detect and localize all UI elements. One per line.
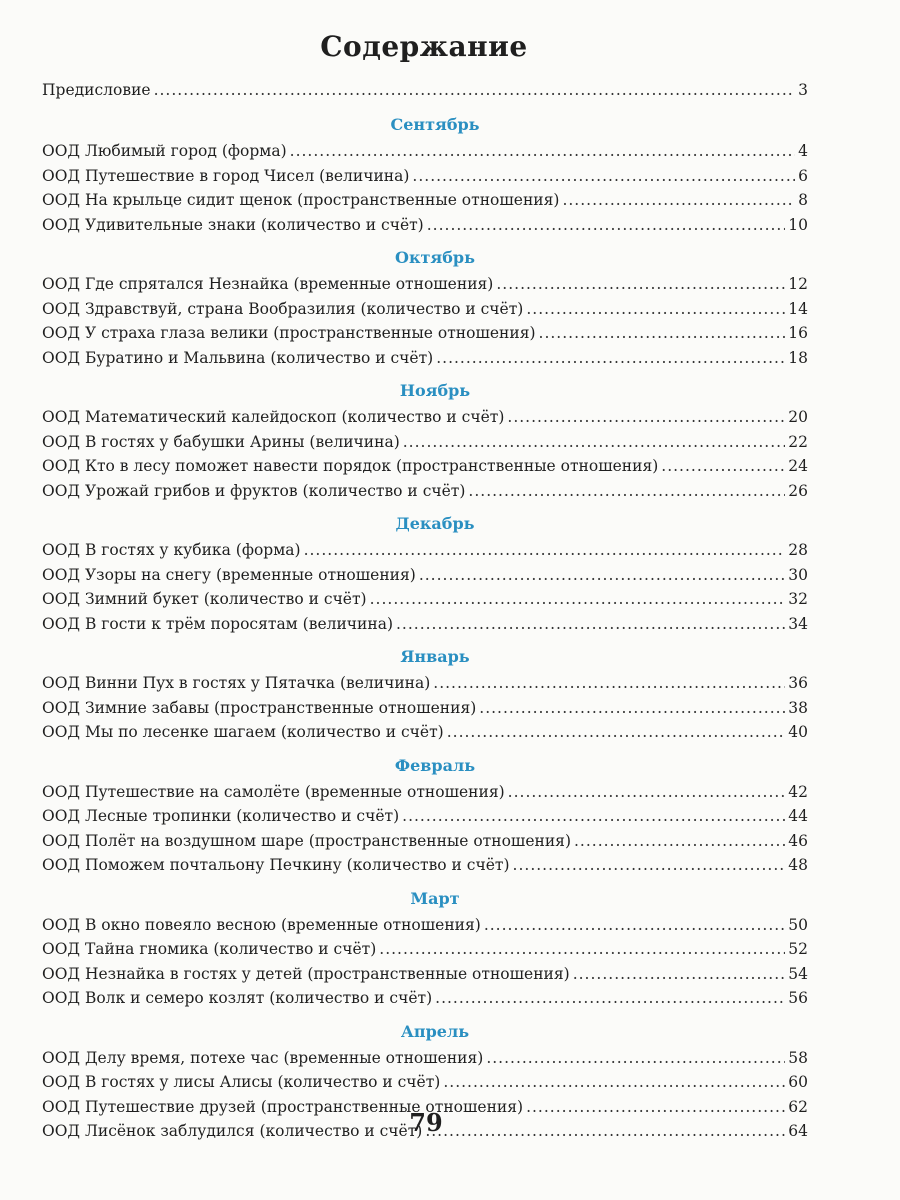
toc-entry-label: ООД Путешествие на самолёте (временные отношения) (42, 782, 505, 801)
toc-entry (42, 405, 808, 430)
dot-leader (436, 346, 785, 371)
toc-entry-label: ООД В гостях у кубика (форма) (42, 541, 301, 559)
toc-entry (42, 454, 808, 479)
toc-entry (42, 696, 808, 721)
toc-entry (42, 937, 808, 962)
toc-entry-label: ООД В гости к трём поросятам (величина) (42, 614, 393, 633)
toc-entry (42, 213, 808, 238)
dot-leader (435, 986, 785, 1011)
toc-entry-label: ООД Лисёнок заблудился (количество и счёт) (42, 1122, 423, 1140)
toc-entry-page: 3 (798, 81, 808, 99)
toc-entry-label: ООД Зимние забавы (пространственные отношения) (42, 698, 477, 717)
toc-entry (42, 1070, 808, 1095)
dot-leader (447, 720, 786, 745)
toc-entry-page: 48 (788, 856, 808, 874)
toc-entry-label: ООД Урожай грибов и фруктов (количество и счёт) (42, 481, 466, 500)
toc-entry (42, 853, 808, 878)
toc-entry-page: 6 (798, 166, 808, 185)
month-heading: Апрель (400, 1021, 470, 1041)
dot-leader (539, 321, 786, 346)
page-title: Содержание (320, 30, 528, 63)
toc-entry (42, 479, 808, 504)
toc-entry-label: ООД Волк и семеро козлят (количество и счёт) (42, 989, 433, 1007)
dot-leader (526, 297, 785, 322)
toc-entry (42, 829, 808, 854)
dot-leader (486, 1046, 785, 1071)
toc-entry (42, 913, 808, 938)
toc-entry-page: 24 (788, 457, 808, 475)
toc-entry-label: ООД Тайна гномика (количество и счёт) (42, 940, 377, 958)
dot-leader (419, 563, 785, 588)
toc-entry-page: 8 (798, 191, 808, 209)
toc-entry-page: 64 (788, 1122, 808, 1140)
toc-entry (42, 720, 808, 745)
toc-entry-label: Предисловие (42, 81, 151, 99)
toc-entry-page: 20 (788, 408, 808, 426)
dot-leader (427, 213, 786, 238)
toc-entry-page: 44 (788, 807, 808, 825)
toc-entry-page: 38 (788, 698, 808, 717)
toc-entry-page: 18 (788, 348, 808, 367)
toc-entry (42, 671, 808, 696)
toc-entry-page: 26 (788, 481, 808, 500)
dot-leader (508, 780, 786, 805)
toc-entry-label: ООД Любимый город (форма) (42, 142, 287, 160)
toc-entry-label: ООД У страха глаза велики (пространственные отношения) (42, 324, 536, 342)
dot-leader (304, 538, 786, 563)
toc-entry-label: ООД Мы по лесенке шагаем (количество и счёт) (42, 723, 444, 741)
dot-leader (396, 612, 785, 637)
toc-entry-page: 30 (788, 565, 808, 584)
dot-leader (496, 272, 785, 297)
dot-leader (574, 829, 785, 854)
toc-entry-page: 4 (798, 142, 808, 160)
toc-entry-label: ООД В окно повеяло весною (временные отношения) (42, 915, 481, 934)
dot-leader (562, 188, 795, 213)
toc-entry (42, 164, 808, 189)
month-heading: Март (410, 888, 460, 908)
dot-leader (443, 1070, 785, 1095)
dot-leader (661, 454, 785, 479)
toc-entry (42, 272, 808, 297)
dot-leader (479, 696, 785, 721)
toc-entry-page: 16 (788, 324, 808, 342)
toc-entry-label: ООД Незнайка в гостях у детей (пространственные отношения) (42, 964, 570, 983)
toc-entry-page: 62 (788, 1097, 808, 1116)
toc-entry-label: ООД Лесные тропинки (количество и счёт) (42, 807, 400, 825)
toc-entry-label: ООД Узоры на снегу (временные отношения) (42, 565, 416, 584)
toc-entry-label: ООД Зимний букет (количество и счёт) (42, 590, 367, 608)
toc-entry-label: ООД Кто в лесу поможет навести порядок (пространственные отношения) (42, 457, 659, 475)
toc-entry-label: ООД Полёт на воздушном шаре (пространственные отношения) (42, 831, 571, 850)
toc-entry-page: 42 (788, 782, 808, 801)
toc-entry-label: ООД В гостях у бабушки Арины (величина) (42, 432, 400, 451)
dot-leader (484, 913, 785, 938)
toc-entry-label: ООД На крыльце сидит щенок (пространственные отношения) (42, 191, 560, 209)
dot-leader (290, 139, 795, 164)
month-heading: Ноябрь (399, 381, 471, 400)
toc-entry-label: ООД Путешествие друзей (пространственные отношения) (42, 1097, 524, 1116)
dot-leader (433, 671, 785, 696)
toc-entry-label: ООД Удивительные знаки (количество и счёт) (42, 215, 424, 234)
toc-entry (42, 430, 808, 455)
toc-entry-label: ООД В гостях у лисы Алисы (количество и счёт) (42, 1073, 441, 1091)
month-heading: Январь (400, 647, 470, 666)
toc-entry (42, 780, 808, 805)
toc-entry (42, 804, 808, 829)
toc-entry-label: ООД Где спрятался Незнайка (временные отношения) (42, 275, 494, 293)
toc-entry (42, 321, 808, 346)
toc-entry (42, 188, 808, 213)
toc-entry-page: 54 (788, 964, 808, 983)
dot-leader (513, 853, 786, 878)
dot-leader (507, 405, 785, 430)
toc-entry-label: ООД Математический калейдоскоп (количество и счёт) (42, 408, 505, 426)
toc-entry-page: 60 (788, 1073, 808, 1091)
toc-entry-label: ООД Буратино и Мальвина (количество и счёт) (42, 348, 434, 367)
toc-entry-page: 34 (788, 614, 808, 633)
month-heading: Октябрь (395, 248, 475, 267)
toc-entry-page: 10 (788, 215, 808, 234)
toc-entry-page: 56 (788, 989, 808, 1007)
toc-entry (42, 986, 808, 1011)
month-heading: Декабрь (395, 514, 475, 533)
toc-entry (42, 612, 808, 637)
toc-entry-label: ООД Винни Пух в гостях у Пятачка (величина) (42, 674, 431, 692)
toc-entry-page: 58 (788, 1048, 808, 1067)
toc-entry-page: 12 (788, 275, 808, 293)
dot-leader (412, 164, 795, 189)
toc-entry (42, 563, 808, 588)
month-heading: Февраль (394, 755, 476, 775)
dot-leader (154, 76, 796, 104)
toc-entry-label: ООД Делу время, потехе час (временные отношения) (42, 1048, 484, 1067)
dot-leader (402, 804, 785, 829)
table-of-contents (42, 76, 808, 1144)
dot-leader (573, 962, 786, 987)
toc-entry (42, 587, 808, 612)
toc-entry (42, 1046, 808, 1071)
toc-entry-page: 52 (788, 940, 808, 958)
toc-entry-page: 36 (788, 674, 808, 692)
dot-leader (379, 937, 785, 962)
toc-entry (42, 346, 808, 371)
toc-entry-page: 28 (788, 541, 808, 559)
toc-entry-page: 40 (788, 723, 808, 741)
page-number: 79 (409, 1108, 443, 1137)
toc-entry-page: 22 (788, 432, 808, 451)
toc-entry (42, 139, 808, 164)
toc-entry-label: ООД Поможем почтальону Печкину (количество и счёт) (42, 856, 510, 874)
toc-sections (42, 110, 808, 1144)
toc-entry (42, 297, 808, 322)
dot-leader (468, 479, 785, 504)
month-heading: Сентябрь (390, 115, 480, 134)
toc-entry-label: ООД Здравствуй, страна Вообразилия (количество и счёт) (42, 299, 524, 318)
toc-entry-label: ООД Путешествие в город Чисел (величина) (42, 166, 410, 185)
toc-entry (42, 538, 808, 563)
toc-entry-page: 32 (788, 590, 808, 608)
toc-entry-page: 14 (788, 299, 808, 318)
toc-entry (42, 962, 808, 987)
toc-entry-preface (42, 76, 808, 104)
dot-leader (403, 430, 786, 455)
dot-leader (370, 587, 786, 612)
toc-entry-page: 46 (788, 831, 808, 850)
toc-entry-page: 50 (788, 915, 808, 934)
